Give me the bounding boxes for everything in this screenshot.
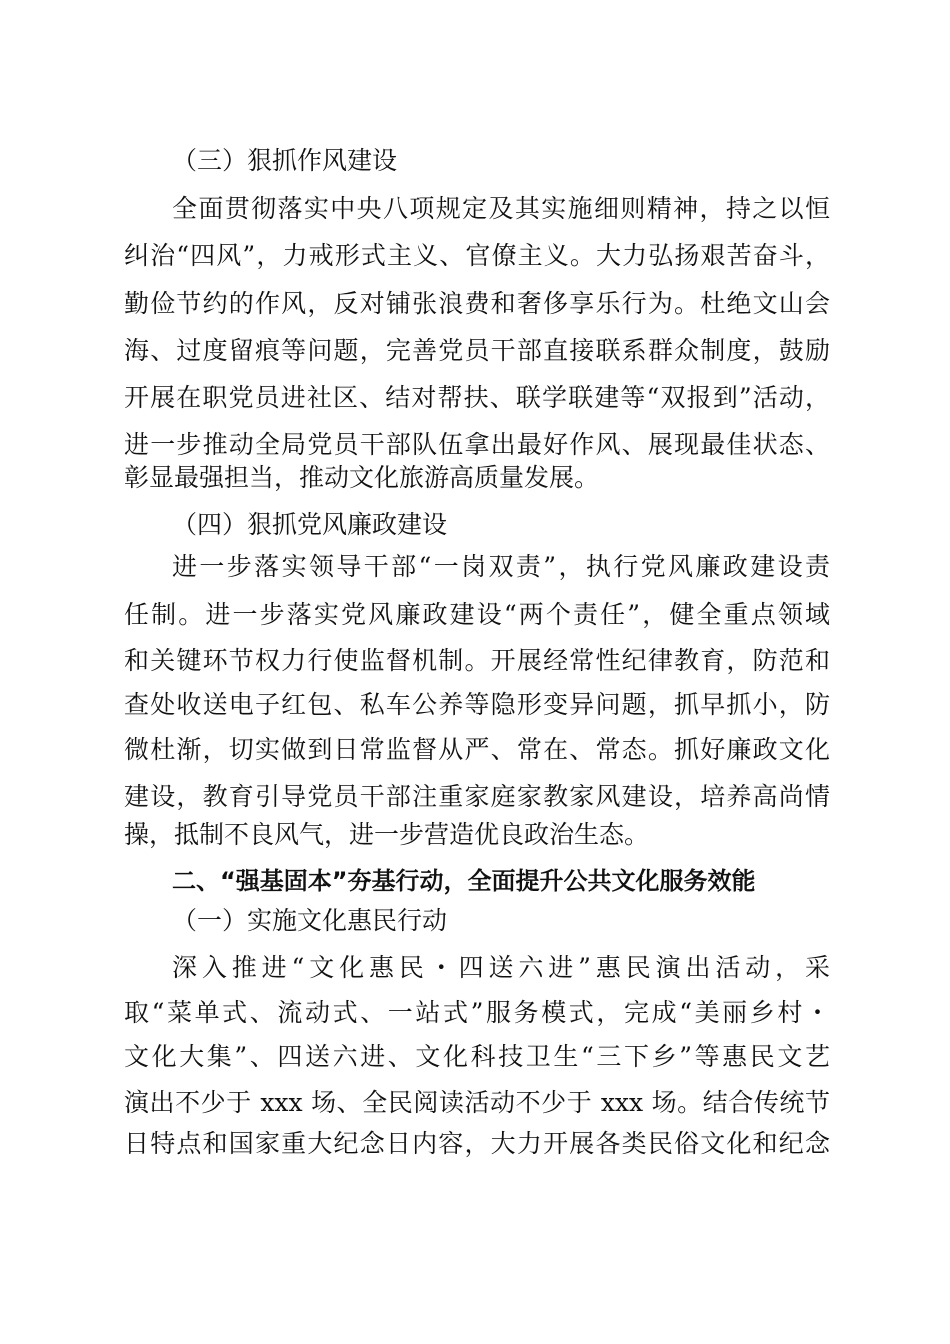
paragraph-line: 纠治“四风”，力戒形式主义、官僚主义。大力弘扬艰苦奋斗，	[124, 241, 830, 270]
paragraph-line: 操，抵制不良风气，进一步营造优良政治生态。	[124, 820, 650, 849]
paragraph-line: 任制。进一步落实党风廉政建设“两个责任”，健全重点领域	[124, 600, 830, 629]
paragraph-line: 日特点和国家重大纪念日内容，大力开展各类民俗文化和纪念	[124, 1129, 830, 1158]
paragraph-line: 彰显最强担当，推动文化旅游高质量发展。	[124, 463, 600, 492]
section-heading-4: （四）狠抓党风廉政建设	[172, 510, 448, 539]
paragraph-line: 建设，教育引导党员干部注重家庭家教家风建设，培养高尚情	[124, 782, 830, 811]
paragraph-line: 和关键环节权力行使监督机制。开展经常性纪律教育，防范和	[124, 646, 830, 675]
paragraph-line: 演出不少于 xxx 场、全民阅读活动不少于 xxx 场。结合传统节	[124, 1088, 830, 1117]
paragraph-line: 海、过度留痕等问题，完善党员干部直接联系群众制度，鼓励	[124, 336, 830, 365]
paragraph-line: 取“菜单式、流动式、一站式”服务模式，完成“美丽乡村・	[124, 998, 830, 1027]
paragraph-line: 开展在职党员进社区、结对帮扶、联学联建等“双报到”活动，	[124, 383, 830, 412]
paragraph-line: 微杜渐，切实做到日常监督从严、常在、常态。抓好廉政文化	[124, 735, 830, 764]
paragraph-line: 进一步落实领导干部“一岗双责”，执行党风廉政建设责	[172, 552, 830, 581]
paragraph-line: 进一步推动全局党员干部队伍拿出最好作风、展现最佳状态、	[124, 430, 830, 459]
paragraph-line: 查处收送电子红包、私车公养等隐形变异问题，抓早抓小，防	[124, 690, 830, 719]
section-heading-3: （三）狠抓作风建设	[172, 146, 398, 175]
part-heading-2: 二、“强基固本”夯基行动，全面提升公共文化服务效能	[172, 867, 756, 895]
paragraph-line: 全面贯彻落实中央八项规定及其实施细则精神，持之以恒	[172, 194, 830, 223]
paragraph-line: 文化大集”、四送六进、文化科技卫生“三下乡”等惠民文艺	[124, 1042, 830, 1071]
paragraph-line: 深入推进“文化惠民・四送六进”惠民演出活动，采	[172, 953, 830, 982]
paragraph-line: 勤俭节约的作风，反对铺张浪费和奢侈享乐行为。杜绝文山会	[124, 289, 830, 318]
subsection-heading-1: （一）实施文化惠民行动	[172, 906, 448, 935]
